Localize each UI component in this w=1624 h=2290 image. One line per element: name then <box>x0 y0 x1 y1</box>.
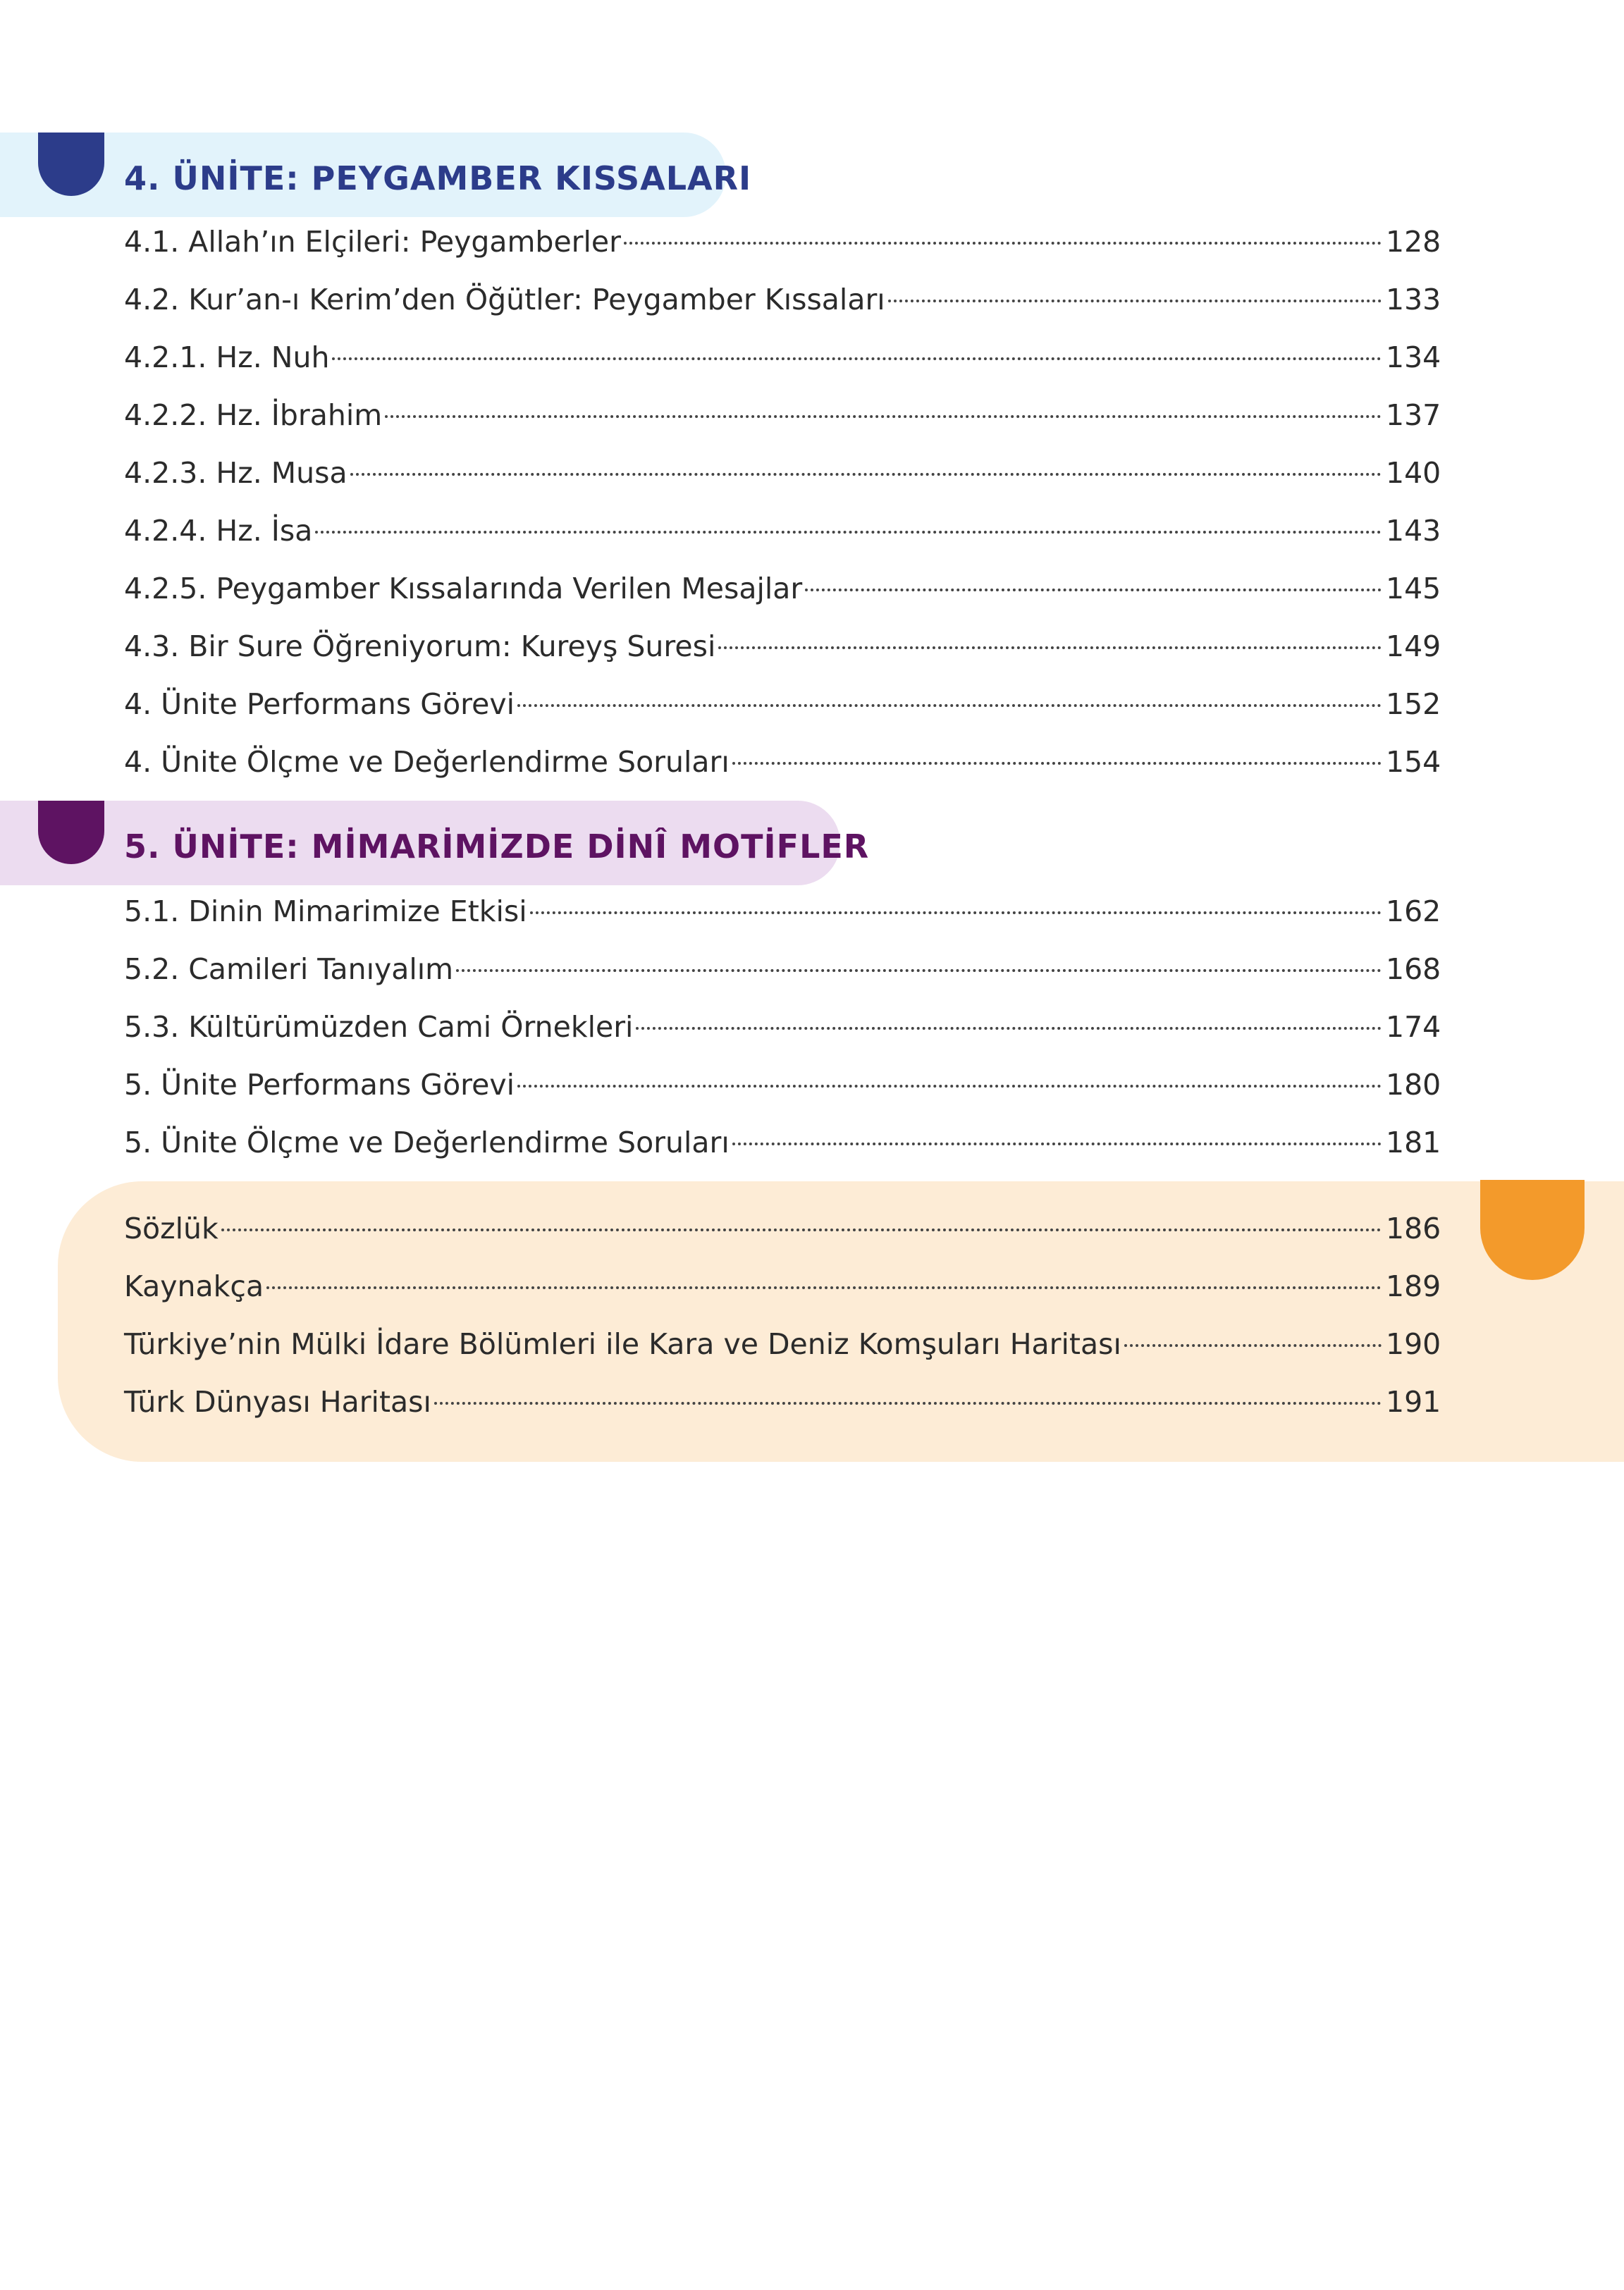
toc-entry-label: 4.2.5. Peygamber Kıssalarında Verilen Mesajlar <box>124 572 803 605</box>
toc-entry-page: 162 <box>1386 894 1441 928</box>
toc-entry[interactable] <box>124 386 1439 444</box>
toc-entry-label: Türkiye’nin Mülki İdare Bölümleri ile Kara ve Deniz Komşuları Haritası <box>124 1327 1121 1361</box>
dot-leader <box>456 969 1382 972</box>
toc-entry[interactable] <box>124 675 1439 733</box>
toc-entry-label: 4.2.1. Hz. Nuh <box>124 340 330 374</box>
dot-leader <box>718 646 1382 649</box>
toc-entry[interactable] <box>124 1200 1439 1257</box>
toc-entry-page: 133 <box>1386 283 1441 316</box>
dot-leader <box>805 589 1382 591</box>
toc-entry-label: 4. Ünite Performans Görevi <box>124 687 515 721</box>
dot-leader <box>350 473 1382 476</box>
toc-entry-page: 152 <box>1386 687 1441 721</box>
toc-entry-label: 5. Ünite Ölçme ve Değerlendirme Soruları <box>124 1126 730 1159</box>
toc-entry[interactable] <box>124 733 1439 791</box>
unit-4-title: 4. ÜNİTE: PEYGAMBER KISSALARI <box>124 159 752 197</box>
dot-leader <box>624 242 1382 245</box>
toc-entry[interactable] <box>124 328 1439 386</box>
toc-entry-page: 145 <box>1386 572 1441 605</box>
toc-entry-label: 4. Ünite Ölçme ve Değerlendirme Soruları <box>124 745 730 779</box>
toc-entry-label: 5.1. Dinin Mimarimize Etkisi <box>124 894 527 928</box>
dot-leader <box>530 911 1382 914</box>
toc-entry[interactable] <box>124 560 1439 617</box>
toc-entry-label: 5.3. Kültürümüzden Cami Örnekleri <box>124 1010 634 1044</box>
toc-entry-label: 4.3. Bir Sure Öğreniyorum: Kureyş Suresi <box>124 629 716 663</box>
dot-leader <box>315 531 1382 534</box>
unit-5-header <box>0 801 870 885</box>
unit-5-tab <box>38 801 104 864</box>
toc-entry[interactable] <box>124 617 1439 675</box>
dot-leader <box>517 704 1382 707</box>
toc-entry[interactable] <box>124 1315 1439 1373</box>
dot-leader <box>1124 1344 1382 1347</box>
toc-entry-label: 4.2.3. Hz. Musa <box>124 456 347 490</box>
dot-leader <box>434 1402 1382 1405</box>
toc-entry[interactable] <box>124 882 1439 940</box>
dot-leader <box>266 1286 1382 1289</box>
toc-entry-label: 5. Ünite Performans Görevi <box>124 1068 515 1102</box>
toc-entry-label: Kaynakça <box>124 1269 264 1303</box>
toc-entry-label: 5.2. Camileri Tanıyalım <box>124 952 454 986</box>
toc-entry-label: 4.2.2. Hz. İbrahim <box>124 398 383 432</box>
dot-leader <box>888 300 1382 302</box>
toc-entry[interactable] <box>124 213 1439 271</box>
toc-entry-page: 168 <box>1386 952 1441 986</box>
unit-4-header <box>0 133 752 217</box>
toc-entry-label: Türk Dünyası Haritası <box>124 1385 431 1419</box>
dot-leader <box>385 415 1382 418</box>
toc-entry-page: 191 <box>1386 1385 1441 1419</box>
dot-leader <box>732 762 1382 765</box>
toc-entry-page: 174 <box>1386 1010 1441 1044</box>
toc-entry-page: 137 <box>1386 398 1441 432</box>
toc-entry-page: 180 <box>1386 1068 1441 1102</box>
toc-entry[interactable] <box>124 1056 1439 1114</box>
toc-entry-label: 4.2. Kur’an-ı Kerim’den Öğütler: Peygamber Kıssaları <box>124 283 885 316</box>
toc-entry[interactable] <box>124 271 1439 328</box>
toc-entry[interactable] <box>124 998 1439 1056</box>
toc-entry-page: 189 <box>1386 1269 1441 1303</box>
appendix-toc-list <box>124 1200 1439 1431</box>
dot-leader <box>332 357 1382 360</box>
toc-entry-page: 190 <box>1386 1327 1441 1361</box>
dot-leader <box>221 1229 1382 1231</box>
unit-5-title: 5. ÜNİTE: MİMARİMİZDE DİNÎ MOTİFLER <box>124 827 870 866</box>
toc-entry-page: 140 <box>1386 456 1441 490</box>
toc-entry-page: 181 <box>1386 1126 1441 1159</box>
toc-entry-page: 128 <box>1386 225 1441 259</box>
toc-entry-page: 186 <box>1386 1212 1441 1245</box>
toc-entry-page: 143 <box>1386 514 1441 548</box>
toc-entry-label: 4.1. Allah’ın Elçileri: Peygamberler <box>124 225 622 259</box>
toc-entry-page: 134 <box>1386 340 1441 374</box>
toc-entry[interactable] <box>124 444 1439 502</box>
unit-4-tab <box>38 133 104 196</box>
toc-entry[interactable] <box>124 940 1439 998</box>
toc-entry-label: 4.2.4. Hz. İsa <box>124 514 313 548</box>
dot-leader <box>517 1085 1382 1088</box>
unit-4-toc-list <box>124 213 1439 791</box>
dot-leader <box>732 1143 1382 1145</box>
toc-entry-label: Sözlük <box>124 1212 219 1245</box>
unit-5-toc-list <box>124 882 1439 1171</box>
toc-entry-page: 154 <box>1386 745 1441 779</box>
toc-entry-page: 149 <box>1386 629 1441 663</box>
toc-entry[interactable] <box>124 1373 1439 1431</box>
toc-entry[interactable] <box>124 1257 1439 1315</box>
dot-leader <box>636 1027 1382 1030</box>
appendix-tab <box>1480 1180 1585 1280</box>
toc-entry[interactable] <box>124 502 1439 560</box>
toc-entry[interactable] <box>124 1114 1439 1171</box>
